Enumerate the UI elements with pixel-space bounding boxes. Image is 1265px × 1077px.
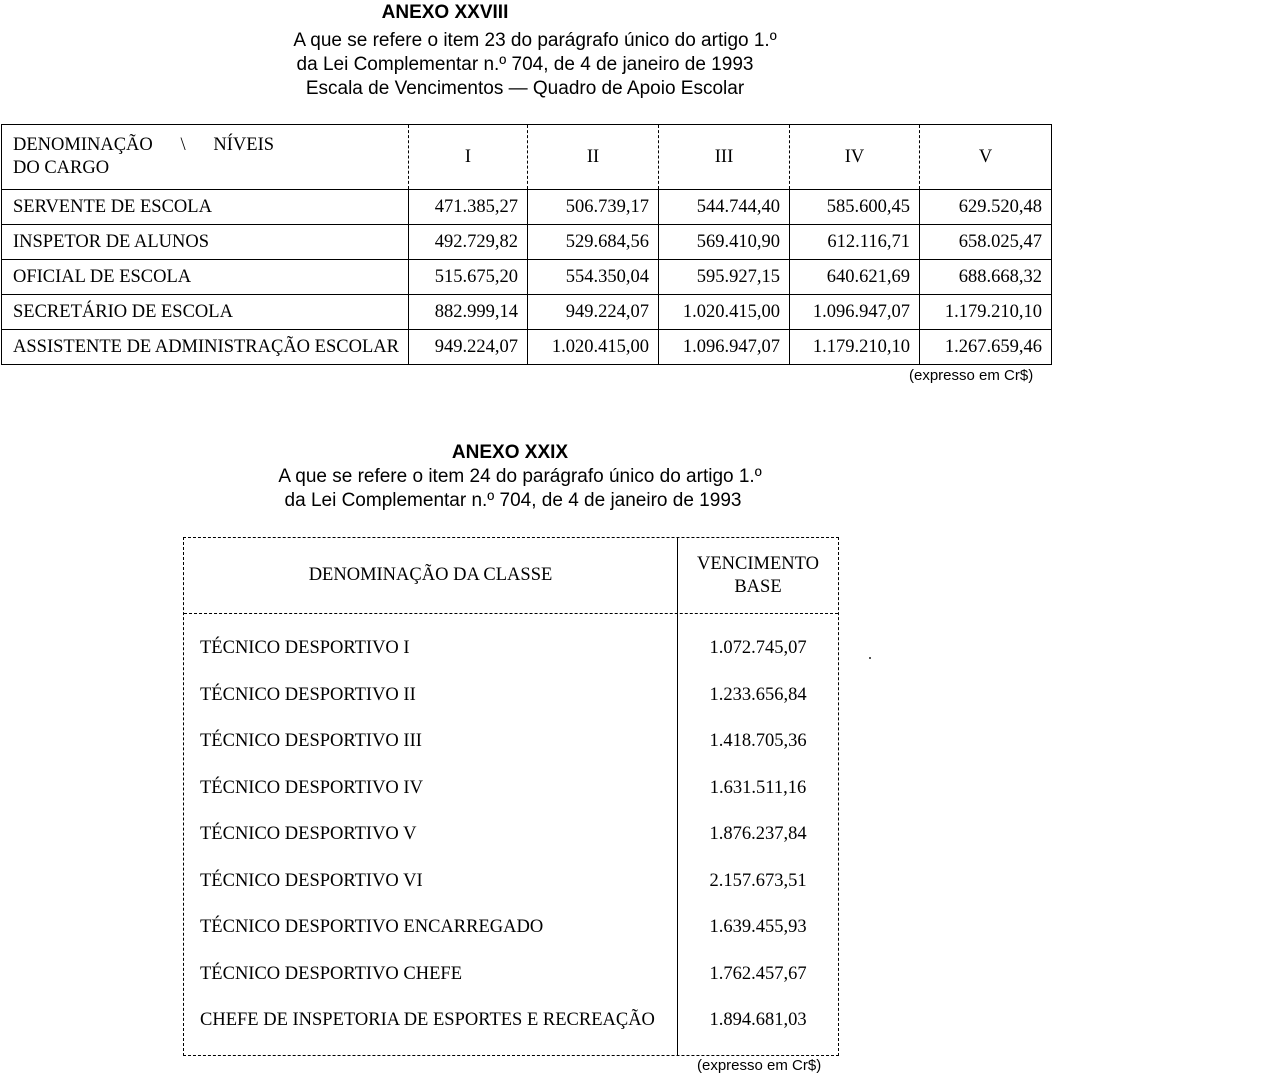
row-value: 1.179.210,10 <box>920 295 1052 330</box>
anexo29-heading <box>210 441 830 513</box>
row-value: 1.179.210,10 <box>790 330 920 365</box>
row-name: ASSISTENTE DE ADMINISTRAÇÃO ESCOLAR <box>2 330 409 365</box>
row-value: 1.020.415,00 <box>659 295 790 330</box>
table-row <box>2 260 1052 295</box>
class-value: 1.762.457,67 <box>709 963 807 984</box>
class-name: TÉCNICO DESPORTIVO IV <box>200 777 423 798</box>
anexo28-line3: Escala de Vencimentos — Quadro de Apoio Escolar <box>305 78 745 99</box>
anexo29-line2: da Lei Complementar n.º 704, de 4 de janeiro de 1993 <box>284 490 742 511</box>
row-value: 471.385,27 <box>409 190 528 225</box>
row-value: 629.520,48 <box>920 190 1052 225</box>
header-first-line-a: DENOMINAÇÃO \ NÍVEIS <box>13 135 275 155</box>
row-name: SECRETÁRIO DE ESCOLA <box>2 295 409 330</box>
table-row <box>184 814 838 861</box>
header-level-iii: III <box>659 125 790 190</box>
class-name: TÉCNICO DESPORTIVO V <box>200 824 417 844</box>
anexo28-currency-note: (expresso em Cr$) <box>909 367 1034 384</box>
class-name: TÉCNICO DESPORTIVO I <box>200 638 410 658</box>
row-name: OFICIAL DE ESCOLA <box>2 260 409 295</box>
table-row <box>2 190 1052 225</box>
table-row <box>184 768 838 815</box>
class-name: CHEFE DE INSPETORIA DE ESPORTES E RECREAÇÃO <box>200 1010 655 1030</box>
anexo28-title: ANEXO XXVIII <box>381 2 509 23</box>
row-value: 585.600,45 <box>790 190 920 225</box>
header-first-line-b: DO CARGO <box>13 158 110 178</box>
anexo28-heading <box>225 1 845 101</box>
table-row <box>2 225 1052 260</box>
header-vencimento-base <box>678 538 838 613</box>
header-level-v: V <box>920 125 1052 190</box>
row-name: SERVENTE DE ESCOLA <box>2 190 409 225</box>
row-value: 1.096.947,07 <box>790 295 920 330</box>
header-level-ii: II <box>528 125 659 190</box>
table-row <box>184 1000 838 1047</box>
table-row <box>184 628 838 675</box>
row-value: 506.739,17 <box>528 190 659 225</box>
class-name: TÉCNICO DESPORTIVO CHEFE <box>200 963 463 984</box>
row-value: 612.116,71 <box>790 225 920 260</box>
anexo28-line1: A que se refere o item 23 do parágrafo único do artigo 1.º <box>293 30 777 51</box>
table-row <box>184 675 838 722</box>
anexo28-line2: da Lei Complementar n.º 704, de 4 de janeiro de 1993 <box>296 54 754 75</box>
row-name: INSPETOR DE ALUNOS <box>2 225 409 260</box>
header-level-i: I <box>409 125 528 190</box>
row-value: 1.267.659,46 <box>920 330 1052 365</box>
class-value: 1.631.511,16 <box>709 777 807 798</box>
row-value: 658.025,47 <box>920 225 1052 260</box>
row-value: 949.224,07 <box>409 330 528 365</box>
class-name: TÉCNICO DESPORTIVO II <box>200 684 416 705</box>
table-row <box>184 907 838 954</box>
anexo29-title: ANEXO XXIX <box>451 442 569 463</box>
header-level-iv: IV <box>790 125 920 190</box>
row-value: 544.744,40 <box>659 190 790 225</box>
row-value: 515.675,20 <box>409 260 528 295</box>
class-value: 1.639.455,93 <box>709 917 807 937</box>
header-vencimento-line-a: VENCIMENTO <box>697 553 819 574</box>
class-value: 1.233.656,84 <box>709 684 807 705</box>
class-name: TÉCNICO DESPORTIVO VI <box>200 870 423 891</box>
row-value: 1.020.415,00 <box>528 330 659 365</box>
header-denominacao-niveis <box>2 125 409 190</box>
table-row <box>2 330 1052 365</box>
table-row <box>184 954 838 1001</box>
base-salary-table <box>183 537 839 1056</box>
class-value: 2.157.673,51 <box>709 870 807 891</box>
row-value: 595.927,15 <box>659 260 790 295</box>
class-name: TÉCNICO DESPORTIVO ENCARREGADO <box>200 917 544 937</box>
class-value: 1.894.681,03 <box>709 1010 807 1030</box>
table-row <box>2 295 1052 330</box>
row-value: 554.350,04 <box>528 260 659 295</box>
stray-dot <box>869 657 871 659</box>
row-value: 688.668,32 <box>920 260 1052 295</box>
table-row <box>184 861 838 908</box>
class-name: TÉCNICO DESPORTIVO III <box>200 731 422 751</box>
table-body <box>184 628 838 1047</box>
header-denominacao-classe: DENOMINAÇÃO DA CLASSE <box>308 565 553 585</box>
row-value: 492.729,82 <box>409 225 528 260</box>
row-value: 1.096.947,07 <box>659 330 790 365</box>
table-row <box>184 721 838 768</box>
class-value: 1.072.745,07 <box>709 638 807 658</box>
anexo29-currency-note: (expresso em Cr$) <box>697 1057 822 1074</box>
salary-scale-table <box>1 124 1052 365</box>
header-divider <box>184 613 838 614</box>
row-value: 640.621,69 <box>790 260 920 295</box>
row-value: 569.410,90 <box>659 225 790 260</box>
class-value: 1.418.705,36 <box>709 731 807 751</box>
row-value: 882.999,14 <box>409 295 528 330</box>
class-value: 1.876.237,84 <box>709 824 807 844</box>
anexo29-line1: A que se refere o item 24 do parágrafo único do artigo 1.º <box>278 466 762 487</box>
row-value: 529.684,56 <box>528 225 659 260</box>
row-value: 949.224,07 <box>528 295 659 330</box>
table-header-row <box>2 125 1052 190</box>
header-vencimento-line-b: BASE <box>734 576 782 597</box>
